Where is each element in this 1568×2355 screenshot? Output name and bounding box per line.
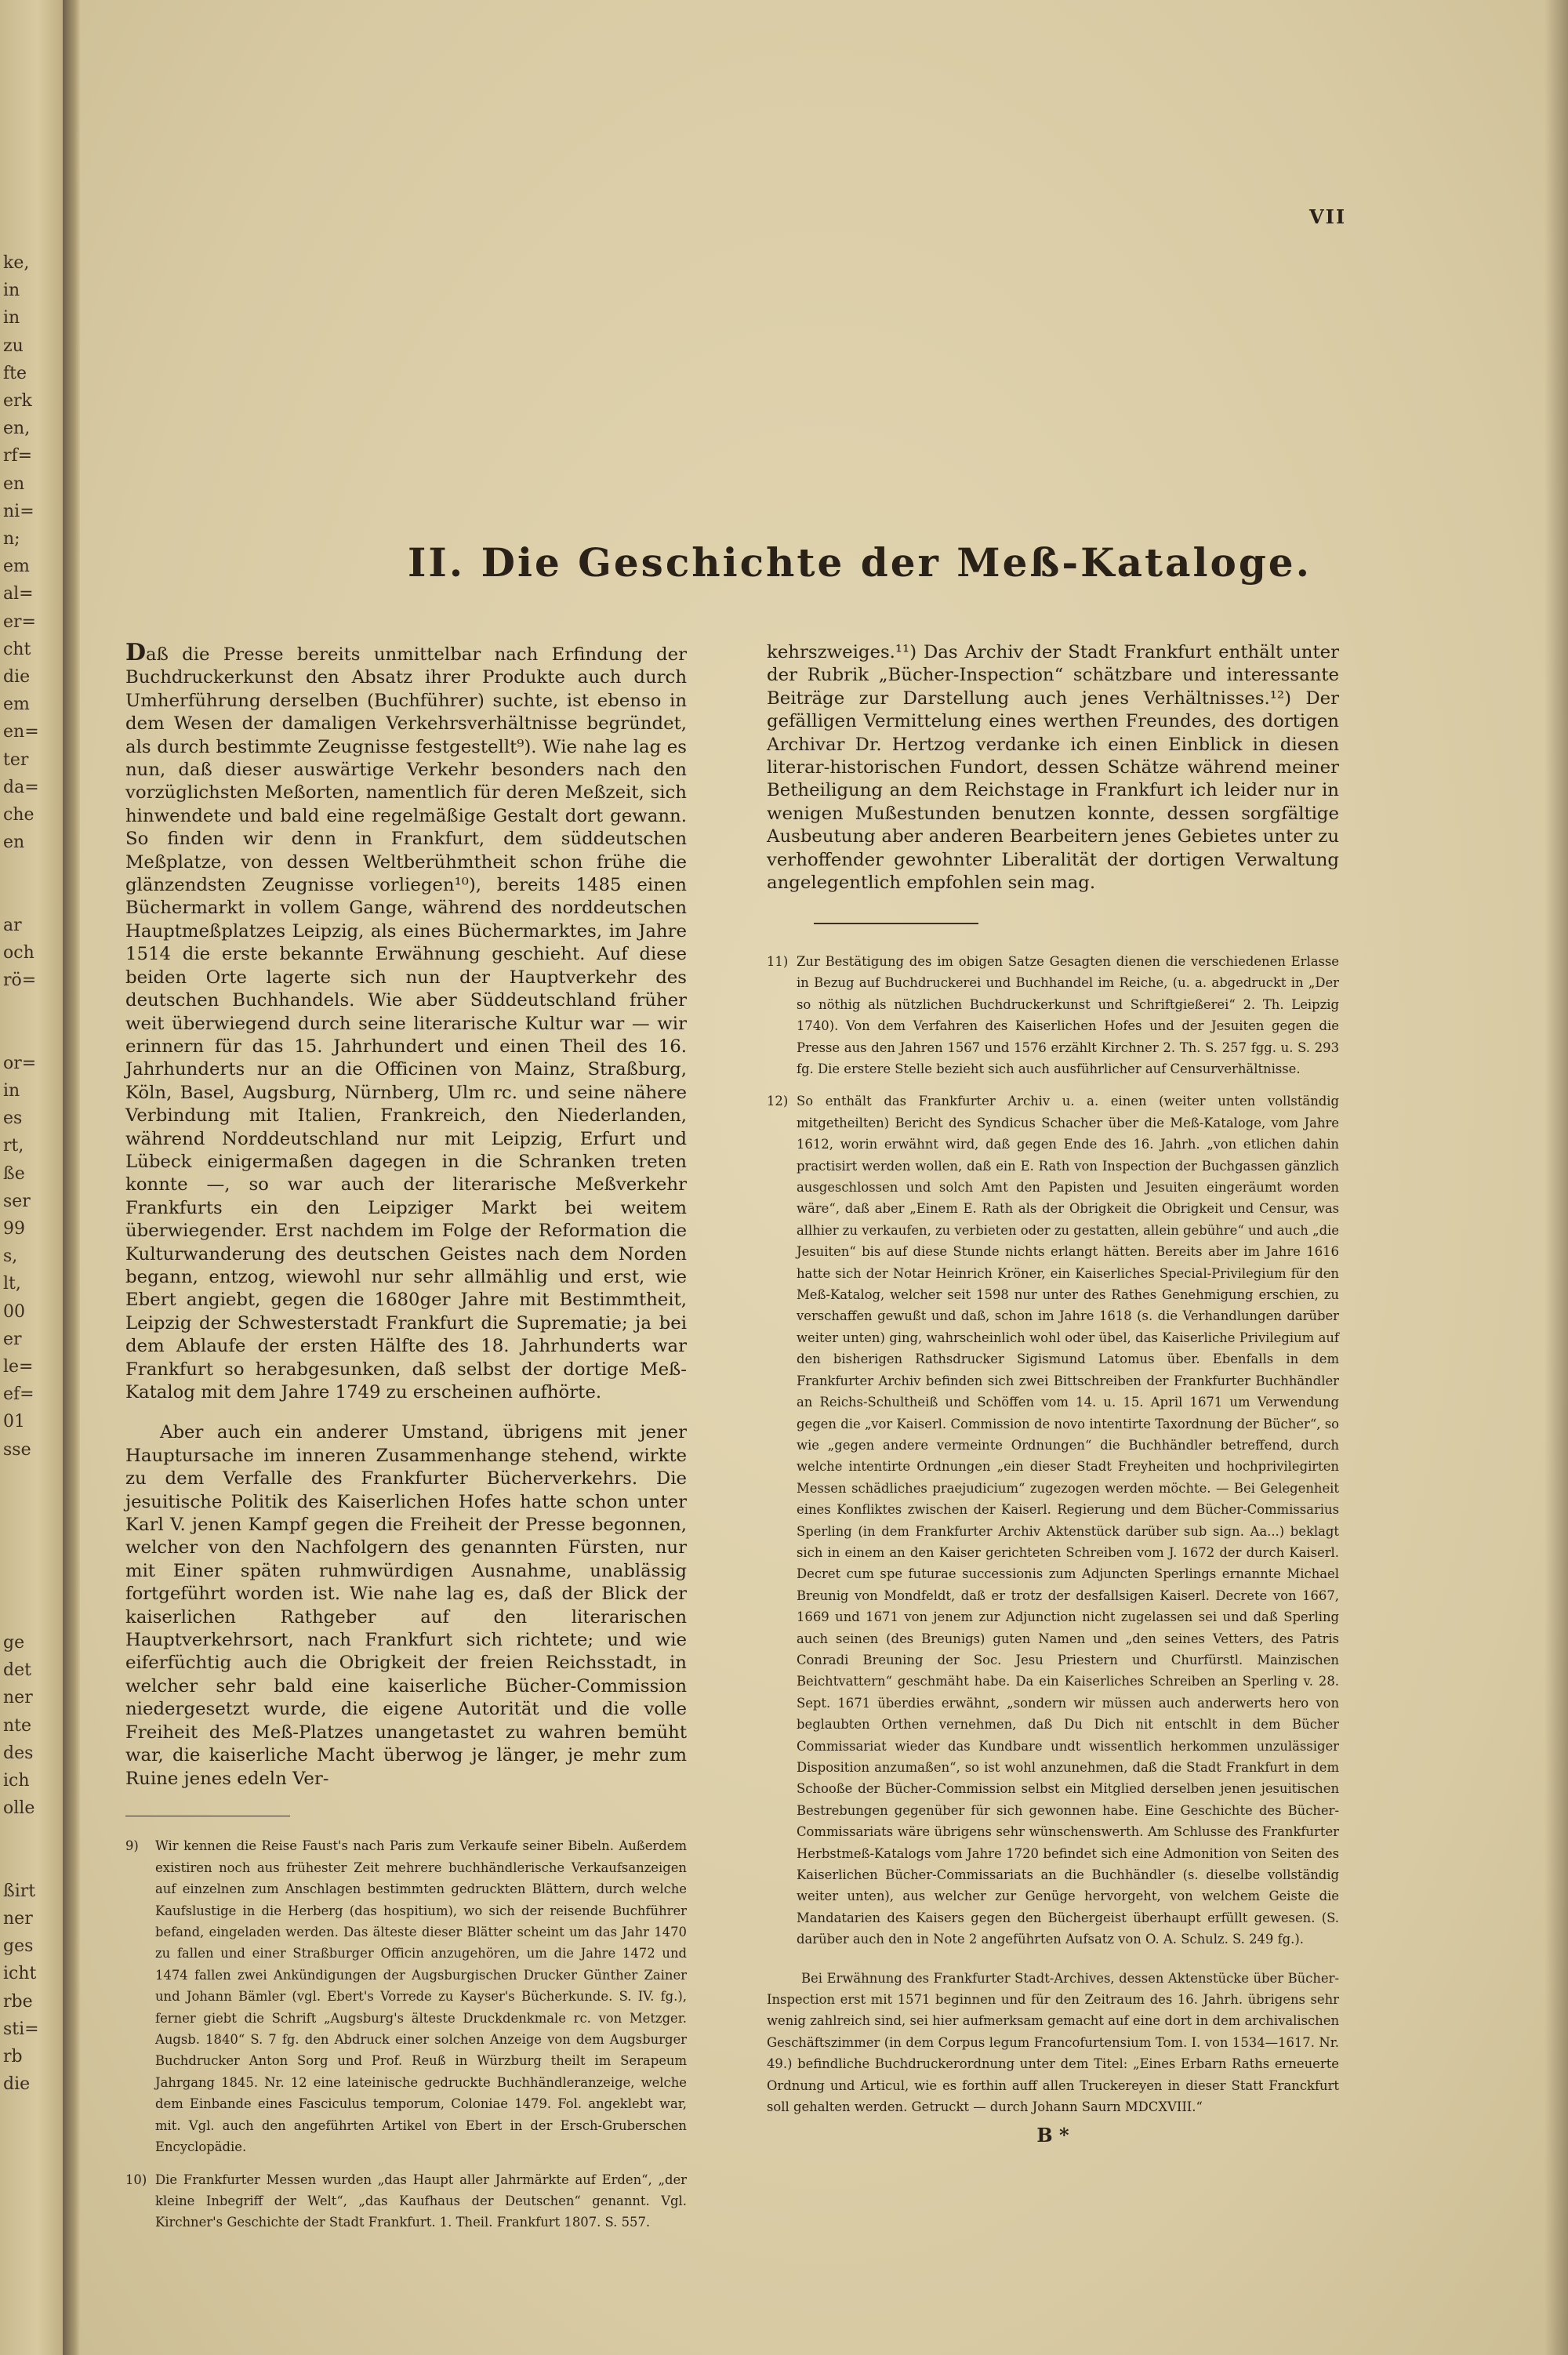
chapter-title: II. Die Geschichte der Meß-Kataloge. xyxy=(408,539,1312,586)
margin-fragment: erk xyxy=(3,391,32,411)
left-footnotes xyxy=(125,1835,687,2233)
margin-fragment: sse xyxy=(3,1439,31,1460)
margin-fragment: ßirt xyxy=(3,1881,36,1901)
footnote xyxy=(767,951,1339,1080)
margin-fragment: er xyxy=(3,1329,22,1349)
margin-fragment: ge xyxy=(3,1633,25,1653)
margin-fragment: in xyxy=(3,281,20,301)
margin-fragment: 01 xyxy=(3,1412,25,1432)
margin-fragment: ges xyxy=(3,1936,34,1957)
margin-fragment: es xyxy=(3,1109,23,1129)
margin-fragment: die xyxy=(3,667,31,687)
footnote-text: Zur Bestätigung des im obigen Satze Gesagten dienen die verschiedenen Erlasse in Bezug auf Buchdruckerei und Buchhandel im Reiche, (u. a. abgedruckt in „Der so nöthig als nützlichen Buchdruckerkunst und Schriftgießerei“ 2. Th. Leipzig 1740). Von dem Verfahren des Kaiserlichen Hofes und der Jesuiten gegen die Presse aus den Jahren 1567 und 1576 erzählt Kirchner 2. Th. S. 257 fgg. u. S. 293 fg. Die erstere Stelle bezieht sich auch ausführlicher auf Censurverhältnisse. xyxy=(797,953,1339,1076)
margin-fragment: cht xyxy=(3,639,31,659)
footnote-rule xyxy=(125,1816,290,1817)
margin-fragment: en xyxy=(3,833,25,853)
margin-fragment: en xyxy=(3,474,25,494)
margin-fragment: rbe xyxy=(3,1991,33,2012)
signature-mark: B * xyxy=(1036,2123,1069,2146)
footnote-number: 12) xyxy=(767,1094,789,1109)
margin-fragment: nte xyxy=(3,1715,32,1736)
footnote-rule xyxy=(814,923,978,924)
margin-fragment: ner xyxy=(3,1909,33,1929)
page-shadow xyxy=(1544,0,1568,2355)
margin-fragment: er= xyxy=(3,611,36,632)
margin-fragment: em xyxy=(3,557,30,577)
paragraph-1-text: aß die Presse bereits unmittelbar nach Erfindung der Buchdruckerkunst den Absatz ihrer Produkte auch durch Umherführung derselben (Buchführer) suchte, ist ebenso in dem Wesen der damaligen Verkehrsverhältnisse begründet, als durch bestimmte Zeugnisse festgestellt⁹). Wie nahe lag es nun, daß dieser auswärtige Verkehr besonders nach den vorzüglichsten Meßorten, namentlich für deren Meßzeit, sich hinwendete und bald eine regelmäßige Gestalt dort gewann. So finden wir denn in Frankfurt, dem süddeutschen Meßplatze, von dessen Weltberühmtheit schon frühe die glänzendsten Zeugnisse vorliegen¹⁰), bereits 1485 einen Büchermarkt in vollem Gange, während des norddeutschen Hauptmeßplatzes Leipzig, als eines Büchermarktes, im Jahre 1514 die erste bekannte Erwähnung geschieht. Auf diese beiden Orte lagerte sich nun der Hauptverkehr des deutschen Buchhandels. Wie aber Süddeutschland früher weit überwiegend durch seine literarische Kultur war — wir erinnern für das 15. Jahrhundert und einen Theil des 16. Jahrhunderts nur an die Officinen von Mainz, Straßburg, Köln, Basel, Augsburg, Nürnberg, Ulm rc. und seine nähere Verbindung mit Italien, Frankreich, den Niederlanden, während Norddeutschland nur mit Leipzig, Erfurt und Lübeck einigermaßen dagegen in die Schranken treten konnte —, so war auch der literarische Meßverkehr Frankfurts ein den Leipziger Markt bei weitem überwiegender. Erst nachdem im Folge der Reformation die Kulturwanderung des deutschen Geistes nach dem Norden begann, entzog, wiewohl nur sehr allmählig und erst, wie Ebert angiebt, gegen die 1680ger Jahre mit Bestimmtheit, Leipzig der Schwesterstadt Frankfurt die Suprematie; ja bei dem Ablaufe der ersten Hälfte des 18. Jahrhunderts war Frankfurt so herabgesunken, daß selbst der dortige Meß-Katalog mit dem Jahre 1749 zu erscheinen aufhörte. xyxy=(125,644,687,1402)
margin-fragment: em xyxy=(3,695,30,715)
margin-fragment: or= xyxy=(3,1053,37,1073)
right-column xyxy=(767,641,1339,2146)
paragraph-1 xyxy=(125,641,687,1404)
margin-fragment: lt, xyxy=(3,1274,21,1294)
margin-fragment: ner xyxy=(3,1688,33,1708)
margin-fragment: ße xyxy=(3,1163,25,1184)
margin-fragment: des xyxy=(3,1743,34,1763)
margin-fragment: ich xyxy=(3,1771,30,1791)
margin-fragment: rb xyxy=(3,2047,23,2067)
margin-fragment: le= xyxy=(3,1357,34,1377)
margin-fragment: sti= xyxy=(3,2019,39,2039)
margin-fragment: che xyxy=(3,805,34,825)
margin-fragment: ef= xyxy=(3,1384,34,1405)
margin-fragment: fte xyxy=(3,363,27,383)
margin-fragment: da= xyxy=(3,777,39,797)
drop-cap: D xyxy=(125,639,147,666)
left-column xyxy=(125,641,687,2244)
margin-fragment: olle xyxy=(3,1798,35,1819)
margin-fragment: icht xyxy=(3,1964,37,1984)
footnote xyxy=(767,1090,1339,1950)
footnote-number: 11) xyxy=(767,953,789,969)
margin-fragment: die xyxy=(3,2074,31,2095)
margin-fragment: s, xyxy=(3,1246,18,1267)
left-main-text xyxy=(125,641,687,1791)
right-footnotes xyxy=(767,951,1339,2146)
page-number: VII xyxy=(1309,205,1347,228)
margin-fragment: 99 xyxy=(3,1219,25,1239)
footnote-text: Wir kennen die Reise Faust's nach Paris zum Verkaufe seiner Bibeln. Außerdem existiren noch aus frühester Zeit mehrere buchhändlerische Verkaufsanzeigen auf einzelnen zum Anschlagen bestimmten gedruckten Blättern, durch welche Kaufslustige in die Herberg (das hospitium), wo sich der reisende Buchführer befand, eingeladen werden. Das älteste dieser Blätter scheint um das Jahr 1470 zu fallen und einer Straßburger Officin anzugehören, um die Jahre 1472 und 1474 fallen zwei Ankündigungen der Augsburgischen Drucker Günther Zainer und Johann Bämler (vgl. Ebert's Vorrede zu Kayser's Bücherkunde. S. IV. fg.), ferner giebt die Schrift „Augsburg's älteste Druckdenkmale rc. von Metzger. Augsb. 1840“ S. 7 fg. den Abdruck einer solchen Anzeige von dem Augsburger Buchdrucker Anton Sorg und Prof. Reuß in Würzburg theilt im Serapeum Jahrgang 1845. Nr. 12 eine lateinische gedruckte Buchhändleranzeige, welche dem Einbande eines Fasciculus temporum, Coloniae 1479. Fol. angeklebt war, mit. Vgl. auch den angeführten Artikel von Ebert in der Ersch-Gruberschen Encyclopädie. xyxy=(155,1838,687,2155)
margin-fragment: ke, xyxy=(3,253,30,273)
footnote-text: So enthält das Frankfurter Archiv u. a. einen (weiter unten vollständig mitgetheilten) Bericht des Syndicus Schacher über die Meß-Kataloge, vom Jahre 1612, worin erwähnt wird, daß gegen Ende des 16. Jahrh. „von etlichen dahin practisirt werden wollen, daß ein E. Rath von Inspection der Buchgassen gänzlich ausgeschlossen und solch Amt den Papisten und Jesuiten eingeräumt worden wäre“, daß aber „Einem E. Rath als der Obrigkeit die Obrigkeit und Censur, was allhier zu verkaufen, zu verbieten oder zu gestatten, allein gebühre“ und auch „die Jesuiten“ bis auf diese Stunde nichts erlangt hätten. Bereits aber im Jahre 1616 hatte sich der Notar Heinrich Kröner, ein Kaiserliches Special-Privilegium für den Meß-Katalog, welcher seit 1598 nur unter des Rathes Genehmigung erschien, zu verschaffen gewußt und daß, schon im Jahre 1618 (s. die Verhandlungen darüber weiter unten) ging, wahrscheinlich wohl oder übel, das Kaiserliche Privilegium auf den bisherigen Rathsdrucker Sigismund Latomus über. Ebenfalls in dem Frankfurter Archiv befinden sich zwei Bittschreiben der Frankfurter Buchhändler an Reichs-Schultheiß und Schöffen vom 14. u. 15. April 1671 um Verwendung gegen die „vor Kaiserl. Commission de novo intentirte Taxordnung der Bücher“, so wie „gegen andere vermeinte Ordnungen“ die Buchhändler betreffend, durch welche intentirte Ordnungen „ein dieser Stadt Freyheiten und hochprivilegirten Messen schädliches praejudicium“ zugezogen werden möchte. — Bei Gelegenheit eines Konfliktes zwischen der Kaiserl. Regierung und dem Bücher-Commissarius Sperling (in dem Frankfurter Archiv Aktenstück darüber sub sign. Aa...) beklagt sich in einem an den Kaiser gerichteten Schreiben vom J. 1672 der durch Kaiserl. Decret cum spe futurae successionis zum Adjuncten Sperlings ernannte Michael Breunig von Mondfeldt, daß er trotz der desfallsigen Kaiserl. Decrete von 1667, 1669 und 1671 von jenem zur Adjunction nicht zugelassen sei und daß Sperling auch seinen (des Breunigs) guten Namen und „den seines Vetters, des Patris Conradi Breuning der Soc. Jesu Priestern und Churfürstl. Mainzischen Beichtvattern“ geschmäht habe. Da ein Kaiserliches Schreiben an Sperling v. 28. Sept. 1671 überdies erwähnt, „sondern wir müssen auch anderwerts hero von beglaubten Orthen vernehmen, daß Du Dich nit entschlt in dem Bücher Commissariat wieder das Kundbare undt wissentlich herkommen unzulässiger Disposition anzumaßen“, so ist wohl anzunehmen, daß die Stadt Frankfurt in dem Schooße der Bücher-Commission selbst ein Mitglied derselben jenen jesuitischen Bestrebungen gegenüber für sich gewonnen habe. Eine Geschichte des Bücher-Commissariats wäre übrigens sehr wünschenswerth. Am Schlusse des Frankfurter Herbstmeß-Katalogs vom Jahre 1720 befindet sich eine Admonition von Seiten des Kaiserlichen Bücher-Commissariats an die Buchhändler (s. dieselbe vollständig weiter unten), aus welcher zur Genüge hervorgeht, von welchem Geiste die Mandatarien des Kaisers gegen den Büchergeist überhaupt erfüllt gewesen. (S. darüber auch den in Note 2 angeführten Aufsatz von O. A. Schulz. S. 249 fg.). xyxy=(797,1094,1339,1947)
margin-fragment: en= xyxy=(3,722,39,742)
margin-fragment: in xyxy=(3,308,20,328)
closing-note: Bei Erwähnung des Frankfurter Stadt-Archives, dessen Aktenstücke über Bücher-Inspection erst mit 1571 beginnen und für den Zeitraum des 16. Jahrh. übrigens sehr wenig zahlreich sind, sei hier aufmerksam gemacht auf eine dort in dem archivalischen Geschäftszimmer (in dem Corpus legum Francofurtensium Tom. I. von 1534—1617. Nr. 49.) befindliche Buchdruckerordnung unter dem Titel: „Eines Erbarn Raths erneuerte Ordnung und Articul, wie es forthin auff allen Truckereyen in dieser Statt Franckfurt soll gehalten werden. Getruckt — durch Johann Saurn MDCXVIII.“ xyxy=(767,1970,1339,2115)
margin-fragment: al= xyxy=(3,584,34,604)
margin-fragment: rt, xyxy=(3,1136,24,1156)
margin-fragment: en, xyxy=(3,419,31,439)
margin-fragment: ni= xyxy=(3,501,34,521)
margin-fragment: rf= xyxy=(3,446,33,466)
previous-page-edge xyxy=(0,0,63,2355)
right-paragraph-1: kehrszweiges.¹¹) Das Archiv der Stadt Frankfurt enthält unter der Rubrik „Bücher-Inspection“ schätzbare und interessante Beiträge zur Darstellung auch jenes Verhältnisses.¹²) Der gefälligen Vermittelung eines werthen Freundes, des dortigen Archivar Dr. Hertzog verdanke ich einen Einblick in diesen literar-historischen Fundort, dessen Schätze während meiner Betheiligung an dem Reichstage in Frankfurt ich leider nur in wenigen Mußestunden benutzen konnte, dessen sorgfältige Ausbeutung aber anderen Bearbeitern jenes Gebietes unter zu verhoffender gewohnter Liberalität der dortigen Verwaltung angelegentlich empfohlen sein mag. xyxy=(767,642,1339,894)
footnote xyxy=(125,1835,687,2157)
book-gutter xyxy=(63,0,80,2355)
margin-fragment: in xyxy=(3,1081,20,1101)
footnote xyxy=(125,2169,687,2233)
margin-fragment: ser xyxy=(3,1191,31,1211)
footnote-number: 10) xyxy=(125,2172,147,2187)
margin-fragment: ar xyxy=(3,915,22,935)
margin-fragment: rö= xyxy=(3,971,37,991)
margin-fragment: ter xyxy=(3,749,29,770)
footnote-text: Die Frankfurter Messen wurden „das Haupt aller Jahrmärkte auf Erden“, „der kleine Inbegriff der Welt“, „das Kaufhaus der Deutschen“ genannt. Vgl. Kirchner's Geschichte der Stadt Frankfurt. 1. Theil. Frankfurt 1807. S. 557. xyxy=(155,2172,687,2230)
margin-fragment: 00 xyxy=(3,1301,25,1322)
margin-fragment: zu xyxy=(3,336,24,356)
footnote-number: 9) xyxy=(125,1838,139,1854)
margin-fragment: n; xyxy=(3,529,20,549)
margin-fragment: det xyxy=(3,1660,31,1681)
margin-fragment: och xyxy=(3,943,34,963)
paragraph-2: Aber auch ein anderer Umstand, übrigens mit jener Hauptursache im inneren Zusammenhange stehend, wirkte zu dem Verfalle des Frankfurter Bücherverkehrs. Die jesuitische Politik des Kaiserlichen Hofes hatte schon unter Karl V. jenen Kampf gegen die Freiheit der Presse begonnen, welcher von den Nachfolgern des genannten Fürsten, nur mit Einer späten ruhmwürdigen Ausnahme, unablässig fortgeführt worden ist. Wie nahe lag es, daß der Blick der kaiserlichen Rathgeber auf den literarischen Hauptverkehrsort, nach Frankfurt sich richtete; und wie eiferfüchtig auch die Obrigkeit der freien Reichsstadt, in welcher sehr bald eine kaiserliche Bücher-Commission niedergesetzt wurde, die eigene Autorität und die volle Freiheit des Meß-Platzes unangetastet zu wahren bemüht war, die kaiserliche Macht überwog je länger, je mehr zum Ruine jenes edeln Ver- xyxy=(125,1422,687,1789)
